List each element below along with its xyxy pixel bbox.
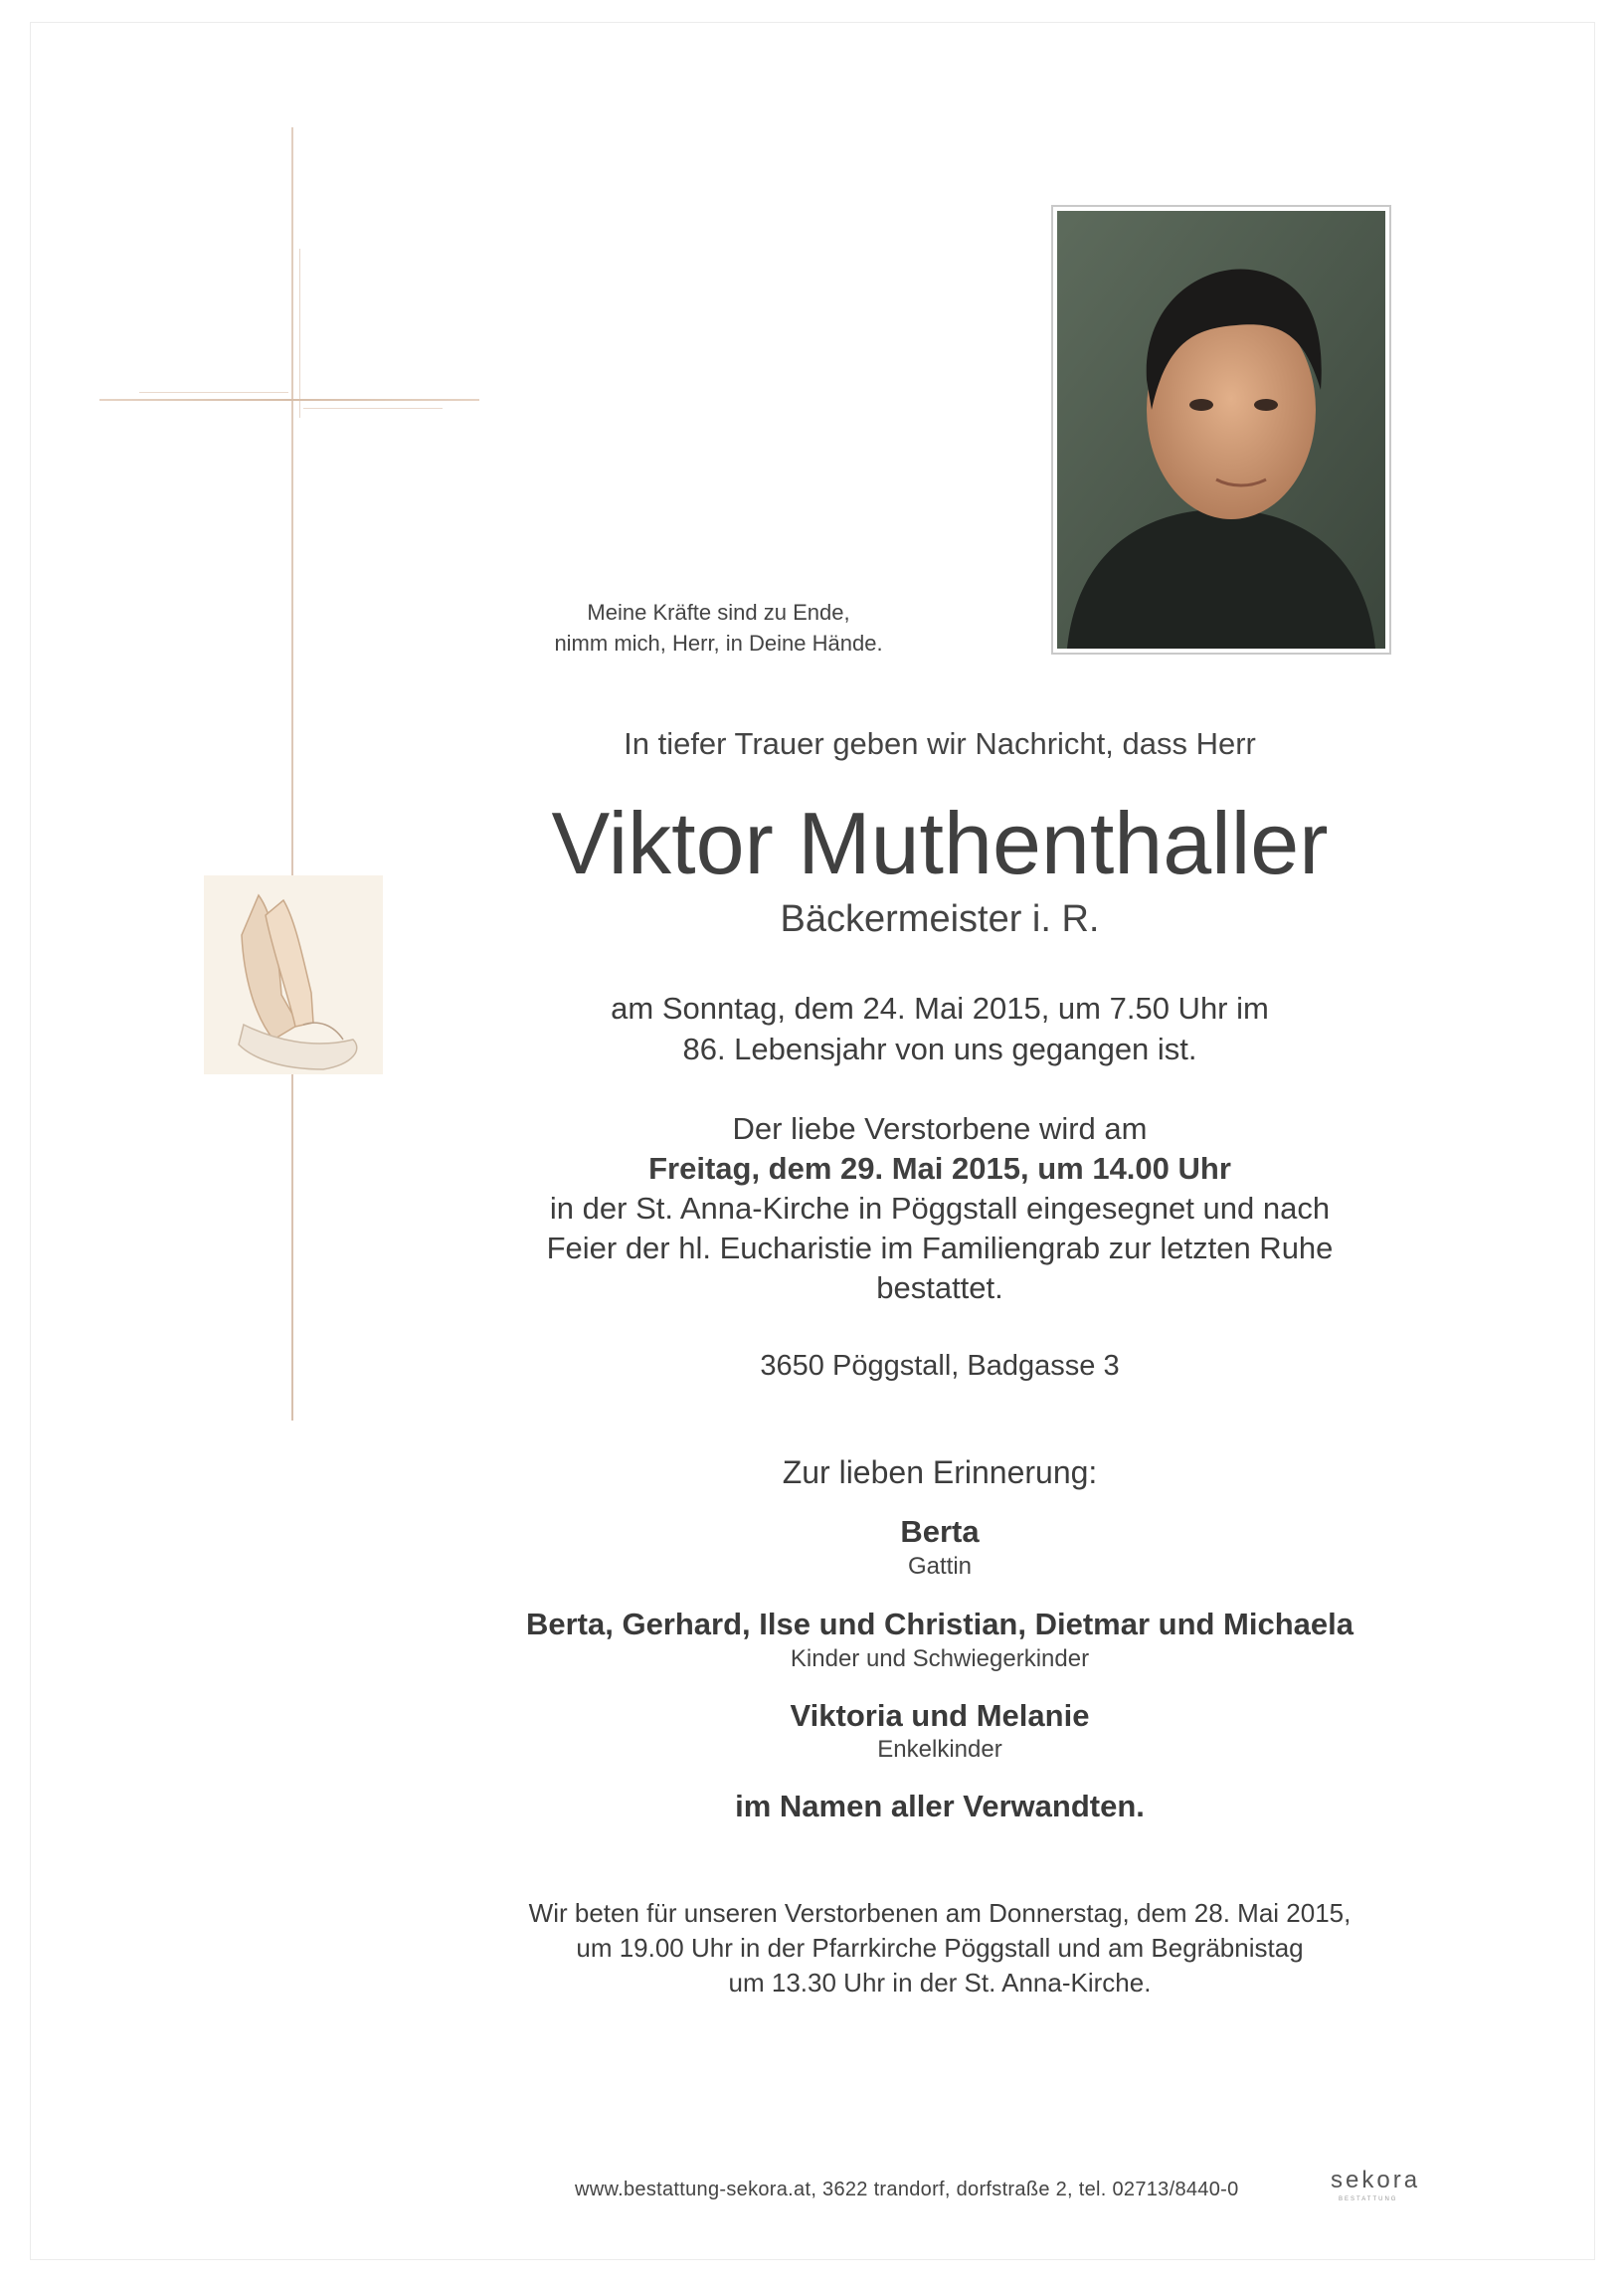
family-names: Viktoria und Melanie xyxy=(790,1698,1090,1733)
death-line: am Sonntag, dem 24. Mai 2015, um 7.50 Uhr im xyxy=(611,991,1269,1026)
verse-line: Meine Kräfte sind zu Ende, xyxy=(587,600,850,625)
family-names: Berta, Gerhard, Ilse und Christian, Dietmar und Michaela xyxy=(525,1607,1354,1641)
footer-contact: www.bestattung-sekora.at, 3622 trandorf, dorfstraße 2, tel. 02713/8440-0 xyxy=(575,2179,1239,2200)
family-relation: Gattin xyxy=(907,1553,973,1580)
prayer-notice xyxy=(467,1896,1412,2000)
family-relation: Enkelkinder xyxy=(877,1736,1002,1763)
funeral-line: in der St. Anna-Kirche in Pöggstall eingesegnet und nach xyxy=(549,1191,1331,1226)
address: 3650 Pöggstall, Badgasse 3 xyxy=(760,1350,1120,1382)
verse xyxy=(497,597,940,659)
funeral-details xyxy=(467,1109,1412,1308)
remembrance-heading: Zur lieben Erinnerung: xyxy=(782,1454,1098,1490)
funeral-line: Feier der hl. Eucharistie im Familiengrab zur letzten Ruhe xyxy=(546,1231,1334,1265)
death-line: 86. Lebensjahr von uns gegangen ist. xyxy=(682,1032,1197,1066)
family-relation: Kinder und Schwiegerkinder xyxy=(790,1645,1090,1672)
portrait-photo xyxy=(1051,205,1391,655)
family-names: Berta xyxy=(900,1514,980,1549)
sekora-logo: sekora xyxy=(1331,2167,1421,2193)
verse-line: nimm mich, Herr, in Deine Hände. xyxy=(554,631,883,656)
cross-bar-accent xyxy=(139,392,288,393)
prayer-line: um 13.30 Uhr in der St. Anna-Kirche. xyxy=(728,1968,1152,1998)
death-announcement xyxy=(467,988,1412,1069)
funeral-line: bestattet. xyxy=(876,1270,1003,1305)
funeral-date: Freitag, dem 29. Mai 2015, um 14.00 Uhr xyxy=(648,1151,1231,1186)
funeral-line: Der liebe Verstorbene wird am xyxy=(732,1111,1148,1146)
closing-line: im Namen aller Verwandten. xyxy=(735,1789,1145,1823)
prayer-line: um 19.00 Uhr in der Pfarrkirche Pöggstall und am Begräbnistag xyxy=(576,1933,1304,1963)
deceased-name: Viktor Muthenthaller xyxy=(551,794,1329,892)
praying-hands-icon xyxy=(204,875,383,1074)
cross-icon xyxy=(291,127,293,1421)
cross-bar xyxy=(99,399,479,401)
sekora-logo-sub: BESTATTUNG xyxy=(1339,2196,1398,2202)
deceased-title: Bäckermeister i. R. xyxy=(780,898,1100,940)
cross-icon-accent xyxy=(299,249,300,418)
cross-bar-accent xyxy=(303,408,443,409)
intro-text: In tiefer Trauer geben wir Nachricht, dass Herr xyxy=(624,726,1256,761)
prayer-line: Wir beten für unseren Verstorbenen am Donnerstag, dem 28. Mai 2015, xyxy=(528,1898,1352,1928)
